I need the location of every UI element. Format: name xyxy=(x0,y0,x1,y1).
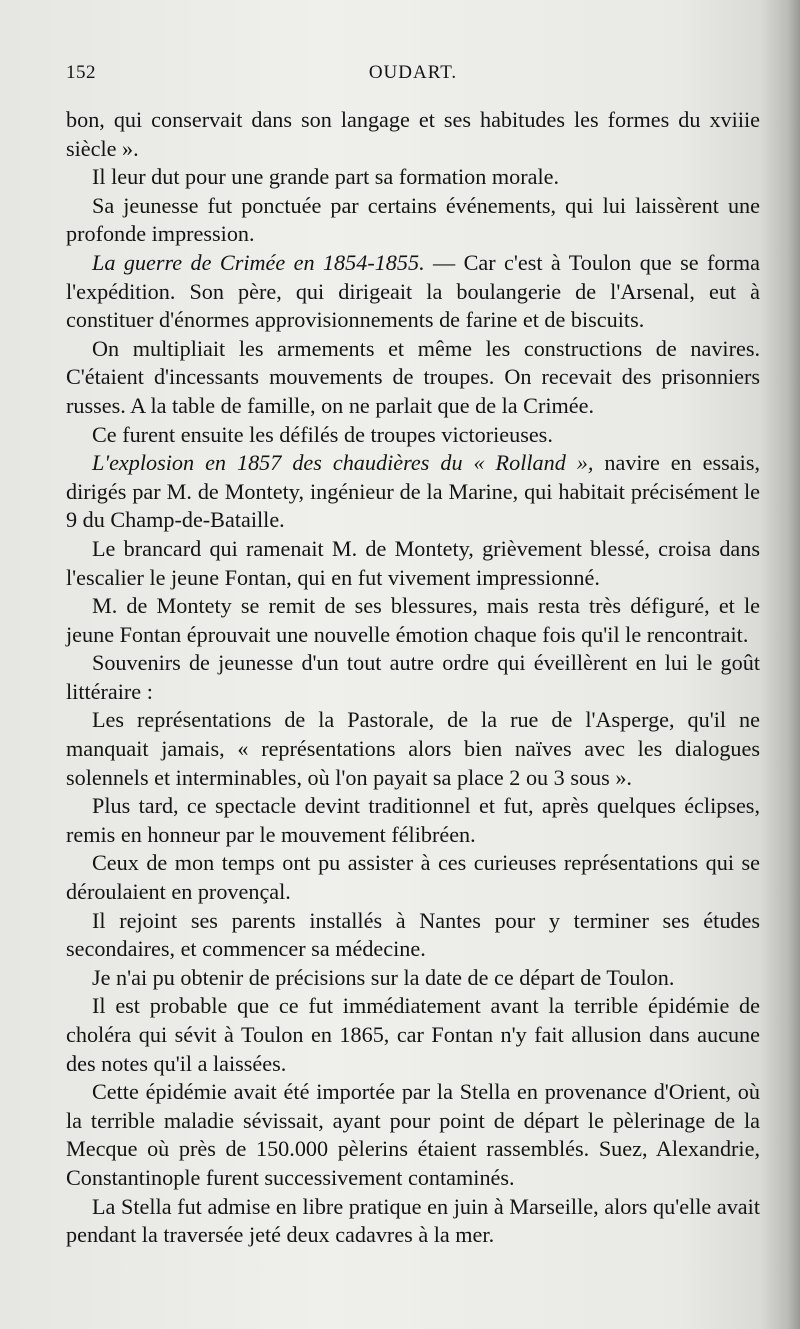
page-header xyxy=(66,62,760,90)
paragraph: bon, qui conservait dans son langage et ses habitudes les formes du xviiie siècle ». xyxy=(66,107,760,161)
paragraph: On multipliait les armements et même les constructions de navires. C'étaient d'incessants mouvements de troupes. On recevait des prisonniers russes. A la table de famille, on ne parlait que de la Crimée. xyxy=(66,335,760,418)
paragraph: Le brancard qui ramenait M. de Montety, grièvement blessé, croisa dans l'escalier le jeune Fontan, qui en fut vivement impressionné. xyxy=(66,535,760,590)
paragraph: Cette épidémie avait été importée par la Stella en provenance d'Orient, où la terrible maladie sévissait, ayant pour point de départ le pèlerinage de la Mecque où près de 150.000 pèlerins étaient rassemblés. Suez, Alexandrie, Constantinople furent successivement contaminés. xyxy=(66,1079,760,1190)
paragraph: Il leur dut pour une grande part sa formation morale. xyxy=(92,164,560,190)
italic-lead: L'explosion en 1857 des chaudières du « Rolland », xyxy=(92,450,594,476)
paragraph: Il est probable que ce fut immédiatement avant la terrible épidémie de choléra qui sévit à Toulon en 1865, car Fontan n'y fait allusion dans aucune des notes qu'il a laissées. xyxy=(66,993,760,1076)
running-head: OUDART. xyxy=(368,62,458,83)
paragraph: Ceux de mon temps ont pu assister à ces curieuses représentations qui se déroulaient en provençal. xyxy=(66,850,760,905)
paragraph: Souvenirs de jeunesse d'un tout autre ordre qui éveillèrent en lui le goût littéraire : xyxy=(66,650,760,704)
paragraph: Sa jeunesse fut ponctuée par certains événements, qui lui laissèrent une profonde impression. xyxy=(66,192,760,247)
paragraph: Plus tard, ce spectacle devint traditionnel et fut, après quelques éclipses, remis en honneur par le mouvement félibréen. xyxy=(66,793,760,847)
body-text xyxy=(66,106,760,1250)
paragraph: Ce furent ensuite les défilés de troupes victorieuses. xyxy=(92,421,553,447)
paragraph: Les représentations de la Pastorale, de la rue de l'Asperge, qu'il ne manquait jamais, « représentations alors bien naïves avec les dialogues solennels et interminables, où l'on payait sa place 2 ou 3 sous ». xyxy=(66,707,760,790)
paragraph: Il rejoint ses parents installés à Nantes pour y terminer ses études secondaires, et commencer sa médecine. xyxy=(66,907,760,962)
paragraph: La Stella fut admise en libre pratique en juin à Marseille, alors qu'elle avait pendant la traversée jeté deux cadavres à la mer. xyxy=(66,1193,760,1248)
paragraph xyxy=(66,449,760,535)
paragraph xyxy=(66,249,760,335)
paragraph: M. de Montety se remit de ses blessures, mais resta très défiguré, et le jeune Fontan éprouvait une nouvelle émotion chaque fois qu'il le rencontrait. xyxy=(66,593,760,647)
page-number: 152 xyxy=(66,62,96,83)
paragraph-text: navire en essais, dirigés par M. de Montety, ingénieur de la Marine, qui habitait précisément le 9 du Champ-de-Bataille. xyxy=(66,450,760,533)
paragraph-text: — Car c'est à Toulon que se forma l'expédition. Son père, qui dirigeait la boulangerie de l'Arsenal, eut à constituer d'énormes approvisionnements de farine et de biscuits. xyxy=(66,249,760,333)
italic-lead: La guerre de Crimée en 1854-1855. xyxy=(92,249,425,275)
paragraph: Je n'ai pu obtenir de précisions sur la date de ce départ de Toulon. xyxy=(92,964,675,990)
